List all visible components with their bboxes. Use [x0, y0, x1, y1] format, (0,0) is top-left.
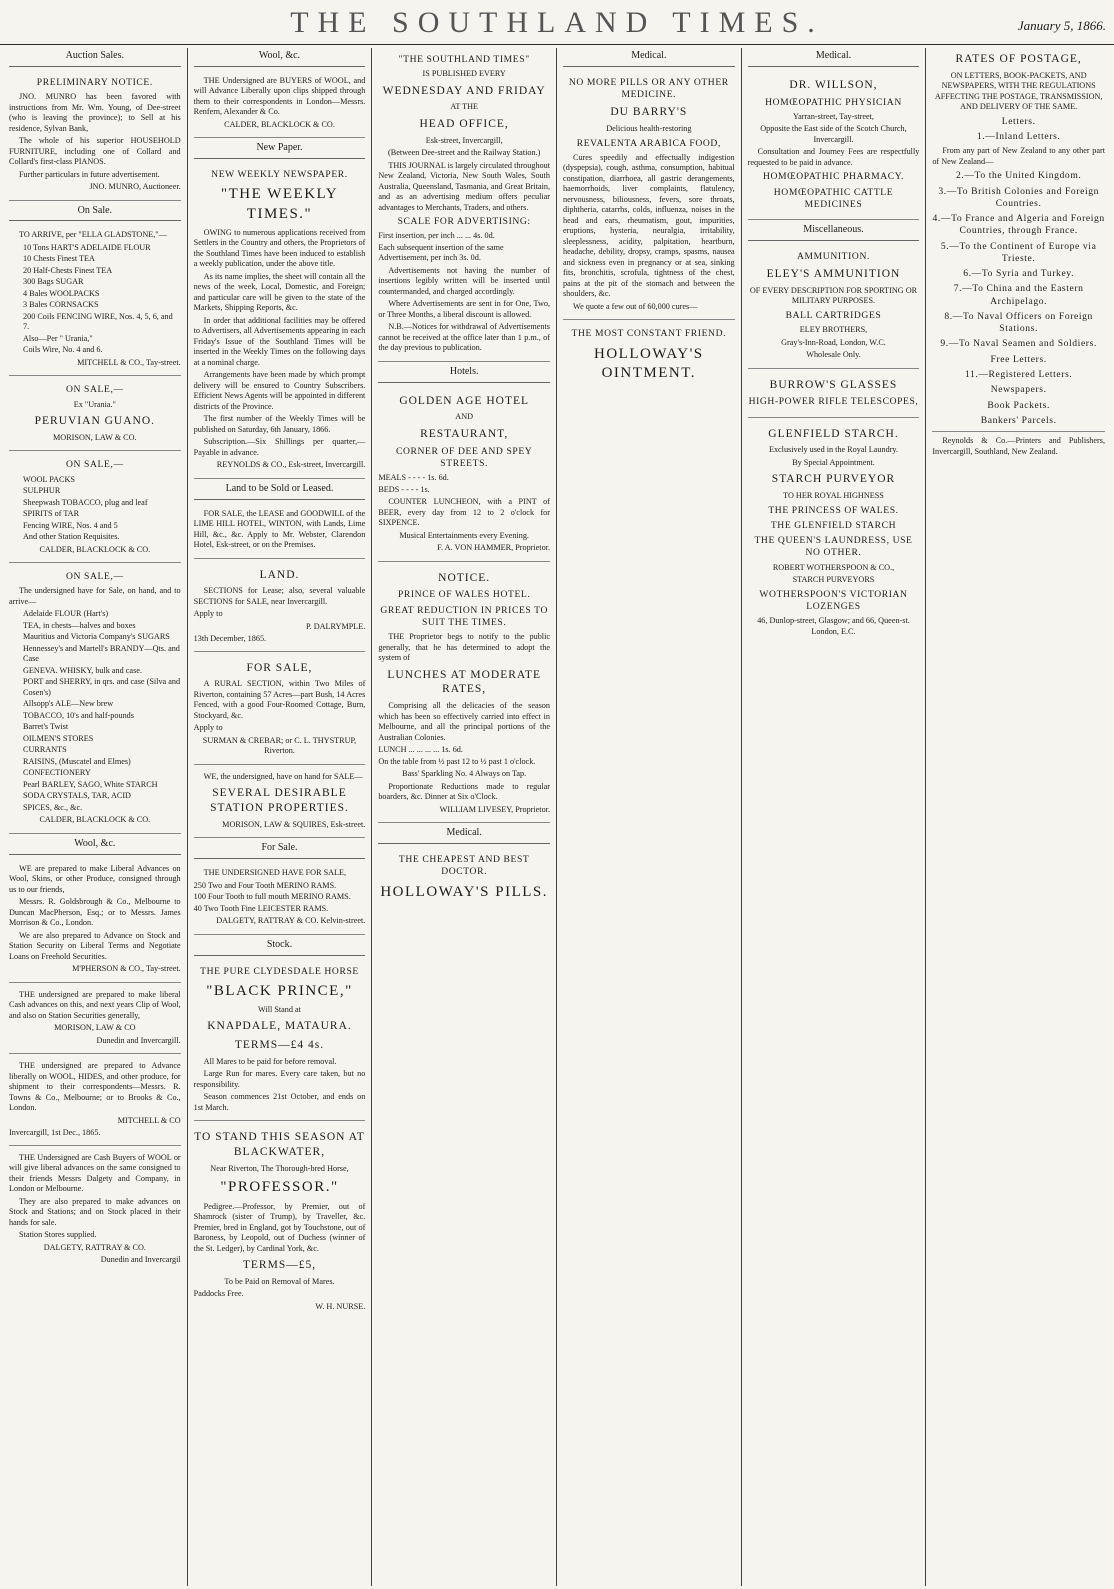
ad-text: Apply to — [193, 723, 223, 733]
advertisement — [194, 163, 366, 479]
ad-item: SULPHUR — [23, 486, 61, 496]
ad-signature: WILLIAM LIVESEY, Proprietor. — [439, 804, 550, 814]
ad-heading: WOTHERSPOON'S VICTORIAN LOZENGES — [759, 588, 908, 612]
advertisement — [378, 564, 550, 823]
ad-item: CURRANTS — [23, 745, 67, 755]
ad-text: THE undersigned are prepared to make liberal Cash advances on this, and next years Clip of Wool, and also on Station Securities generally, — [9, 989, 181, 1020]
ad-text: To be Paid on Removal of Mares. — [224, 1276, 335, 1286]
ad-text: OWING to numerous applications received from Settlers in the Country and others, the Proprietors of the Southland Times have been induced to establish a weekly publication, under the above title. — [193, 227, 366, 269]
section-heading: For Sale. — [194, 840, 366, 859]
ad-text: Ex "Urania." — [73, 399, 116, 409]
advertisement — [194, 561, 366, 652]
section-heading: On Sale. — [9, 203, 181, 222]
advertisement — [9, 859, 181, 983]
ad-text: Exclusively used in the Royal Laundry. — [768, 445, 899, 455]
ad-item: TOBACCO, 10's and half-pounds — [23, 710, 134, 720]
ad-item: 100 Four Tooth to full mouth MERINO RAMS. — [193, 892, 351, 902]
advertisement — [9, 453, 181, 563]
ad-heading: THE MOST CONSTANT FRIEND. — [571, 328, 727, 340]
ad-text: Consultation and Journey Fees are respectfully requested to be paid in advance. — [747, 147, 920, 167]
ad-heading: NO MORE PILLS OR ANY OTHER MEDICINE. — [568, 76, 729, 101]
ad-heading: ON SALE,— — [66, 459, 124, 471]
ad-text: IS PUBLISHED EVERY — [422, 69, 506, 79]
ad-text: Station Stores supplied. — [19, 1230, 97, 1240]
postage-heading: 6.—To Syria and Turkey. — [963, 268, 1075, 280]
advertisement — [194, 863, 366, 935]
ad-item: MEALS - - - - 1s. 6d. — [378, 473, 449, 483]
ad-item: 40 Two Tooth Fine LEICESTER RAMS. — [193, 903, 329, 913]
ad-text: Cures speedily and effectually indigestion (dyspepsia), cough, asthma, consumption, habitual constipation, diarrhoea, all gastric derangements, haemorrhoids, liver complaints, flatulency, nervousness, biliousness, fevers, sore throats, diphtheria, catarrhs, colds, influenza, noises in the head and ears, rheumatism, gout, impurities, eruptions, hysteria, neuralgia, irritability, sleeplessness, acidity, palpitation, heartburn, headache, debility, dropsy, cramps, spasms, nausea and sickness even in pregnancy or at sea, sinking fits, bronchitis, scrofula, tightness of the chest, pains at the pit of the stomach and between the shoulders, &c. — [563, 152, 735, 299]
ad-item: 4 Bales WOOLPACKS — [23, 288, 100, 298]
ad-signature: MITCHELL & CO., Tay-street. — [77, 357, 181, 367]
column-2 — [188, 48, 373, 1586]
postage-heading: Book Packets. — [987, 399, 1051, 411]
ad-item: Coils Wire, No. 4 and 6. — [23, 345, 103, 355]
ad-address: 46, Dunlop-street, Glasgow; and 66, Queen-st. London, E.C. — [757, 616, 910, 636]
postage-heading: 4.—To France and Algeria and Foreign Countries, through France. — [932, 213, 1105, 237]
section-heading: Wool, &c. — [194, 48, 366, 67]
ad-text: Delicious health-restoring — [606, 124, 692, 134]
postage-heading: Newspapers. — [990, 384, 1047, 396]
ad-title: "BLACK PRINCE," — [206, 982, 353, 999]
postage-heading: Bankers' Parcels. — [980, 414, 1057, 426]
ad-item: 10 Chests Finest TEA — [23, 254, 95, 264]
ad-heading: HOMŒOPATHIC CATTLE MEDICINES — [773, 186, 894, 210]
ad-heading: GREAT REDUCTION IN PRICES TO SUIT THE TIMES. — [380, 604, 548, 628]
ad-text: Arrangements have been made by which prompt delivery will be ensured to Country Subscribers. Efficient News Agents will be appointed in different districts of the Province. — [193, 370, 366, 411]
ad-item: 20 Half-Chests Finest TEA — [23, 265, 113, 275]
ad-text: SECTIONS for Lease; also, several valuable SECTIONS for SALE, near Invercargill. — [193, 586, 366, 606]
section-heading: Wool, &c. — [9, 836, 181, 855]
ad-heading: THE PURE CLYDESDALE HORSE — [200, 965, 359, 977]
ad-signature: JNO. MUNRO, Auctioneer. — [89, 182, 181, 192]
ad-item: Also—Per " Urania," — [23, 333, 93, 343]
ad-text: Musical Entertainments every Evening. — [399, 530, 529, 540]
ad-item: Adelaide FLOUR (Hart's) — [23, 609, 109, 619]
ad-heading: "THE SOUTHLAND TIMES" — [398, 54, 530, 65]
advertisement — [9, 1056, 181, 1146]
ad-title: RESTAURANT, — [420, 427, 509, 440]
advertisement — [9, 378, 181, 451]
postage-heading: 5.—To the Continent of Europe via Trieste. — [940, 240, 1097, 264]
ad-text: WE, the undersigned, have on hand for SALE— — [203, 771, 363, 781]
column-5 — [742, 48, 927, 1586]
ad-date: Invercargill, 1st Dec., 1865. — [9, 1128, 101, 1138]
ad-title: SEVERAL DESIRABLE STATION PROPERTIES. — [210, 787, 349, 815]
section-heading: Stock. — [194, 937, 366, 956]
advertisement — [9, 565, 181, 834]
divider — [932, 431, 1105, 432]
ad-text: WE are prepared to make Liberal Advances on Wool, Skins, or other Produce, consigned through us to our friends, — [9, 863, 181, 894]
postage-heading: 1.—Inland Letters. — [976, 130, 1061, 142]
ad-text: As its name implies, the sheet will contain all the news of the week, Local, Domestic, and Foreign; and particular care will be given to the state of the Markets, Shipping Reports, &c. — [193, 271, 366, 313]
ad-signature: CALDER, BLACKLOCK & CO. — [224, 119, 335, 129]
ad-heading: THE CHEAPEST AND BEST DOCTOR. — [398, 853, 530, 878]
ad-text: In order that additional facilities may be offered to Advertisers, all Advertisements appearing in each Friday's Issue of the Southland Times will be inserted in the Weekly Times on the following days at a nominal charge. — [193, 315, 366, 367]
advertisement — [563, 322, 735, 392]
ad-text: Pedigree.—Professor, by Premier, out of Shamrock (sister of Trump), by Traveller, &c. Premier, bred in England, got by Touchstone, out of Baroness, by Leopold, out of Duchess (winner of the St. Ledger), by Cardinal York, &c. — [193, 1201, 366, 1253]
ad-title: HEAD OFFICE, — [419, 117, 509, 130]
ad-item: SPIRITS of TAR — [23, 509, 80, 519]
ad-signature: STARCH PURVEYORS — [792, 575, 875, 585]
ad-item: Barret's Twist — [23, 722, 69, 732]
advertisement — [194, 767, 366, 838]
ad-item: And other Station Requisites. — [23, 532, 120, 542]
page-columns — [3, 48, 1111, 1586]
ad-heading: ON SALE,— — [66, 571, 124, 583]
ad-signature: DALGETY, RATTRAY & CO. — [43, 1242, 146, 1252]
ad-text: By Special Appointment. — [792, 457, 875, 467]
ad-text: THE undersigned are prepared to Advance liberally on WOOL, HIDES, and other produce, for shipment to their correspondents—Messrs. R. Towns & Co., Melbourne; or to Brooks & Co., London. — [9, 1061, 181, 1113]
section-heading: Land to be Sold or Leased. — [194, 481, 366, 500]
ad-signature: MITCHELL & CO — [117, 1115, 181, 1125]
ad-signature: Dunedin and Invercargil — [100, 1255, 181, 1265]
column-4 — [557, 48, 742, 1586]
ad-signature: DALGETY, RATTRAY & CO. Kelvin-street. — [216, 916, 366, 926]
ad-heading: REVALENTA ARABICA FOOD, — [576, 137, 721, 149]
advertisement — [748, 371, 920, 418]
ad-title: "PROFESSOR." — [220, 1179, 339, 1196]
advertisement — [9, 71, 181, 201]
ad-item: 3 Bales CORNSACKS — [23, 300, 99, 310]
advertisement — [194, 1123, 366, 1319]
ad-heading: HIGH-POWER RIFLE TELESCOPES, — [748, 396, 919, 408]
postage-heading: 3.—To British Colonies and Foreign Countries. — [938, 185, 1100, 209]
section-heading: New Paper. — [194, 140, 366, 159]
advertisement — [748, 245, 920, 369]
ad-text: Season commences 21st October, and ends on 1st March. — [193, 1092, 366, 1112]
ad-title: TO STAND THIS SEASON AT BLACKWATER, — [194, 1131, 365, 1159]
ad-signature: P. DALRYMPLE. — [305, 621, 366, 631]
ad-text: Will Stand at — [258, 1004, 301, 1014]
ad-heading: PRELIMINARY NOTICE. — [36, 76, 153, 88]
ad-signature: ROBERT WOTHERSPOON & CO., — [772, 562, 895, 572]
section-heading: Medical. — [378, 825, 550, 844]
masthead — [0, 0, 1114, 45]
ad-signature: M'PHERSON & CO., Tay-street. — [72, 964, 181, 974]
column-6 — [926, 48, 1111, 1586]
section-heading: Miscellaneous. — [748, 222, 920, 241]
ad-heading: HOMŒOPATHIC PHARMACY. — [762, 171, 905, 183]
ad-text: TO ARRIVE, per "ELLA GLADSTONE,"— — [19, 230, 167, 240]
ad-text: Yarran-street, Tay-street, — [793, 111, 874, 121]
ad-item: CONFECTIONERY — [23, 768, 91, 778]
advertisement — [9, 225, 181, 376]
ad-signature: SURMAN & CREBAR; or C. L. THYSTRUP, Riverton. — [202, 735, 357, 756]
ad-title: STARCH PURVEYOR — [771, 473, 896, 486]
ad-item: 10 Tons HART'S ADELAIDE FLOUR — [23, 242, 151, 252]
section-heading: Medical. — [748, 48, 920, 67]
ad-item: RAISINS, (Muscatel and Elmes) — [23, 756, 131, 766]
ad-heading: ON SALE,— — [66, 384, 124, 396]
ad-heading: AMMUNITION. — [797, 250, 870, 262]
ad-heading: THE GLENFIELD STARCH — [770, 519, 897, 531]
ad-text: Bass' Sparkling No. 4 Always on Tap. — [402, 769, 527, 779]
postage-heading: 8.—To Naval Officers on Foreign Stations. — [944, 310, 1093, 335]
ad-heading: PRINCE OF WALES HOTEL. — [397, 589, 531, 601]
ad-item: Mauritius and Victoria Company's SUGARS — [23, 632, 170, 642]
advertisement — [748, 420, 920, 645]
ad-text: Advertisements not having the number of insertions legibly written will be inserted until countermanded, and charged accordingly. — [378, 265, 550, 296]
postage-heading: 2.—To the United Kingdom. — [955, 170, 1082, 182]
ad-title: GOLDEN AGE HOTEL — [399, 394, 530, 407]
ad-heading: HOMŒOPATHIC PHYSICIAN — [765, 96, 902, 108]
ad-text: We are also prepared to Advance on Stock and Station Security on Liberal Terms and Negotiate Loans on Freehold Securities. — [9, 930, 181, 961]
ad-item: GENEVA. WHISKY, bulk and case. — [23, 665, 142, 675]
ad-text: AND — [455, 412, 474, 422]
ad-text: Messrs. R. Goldsbrough & Co., Melbourne to Duncan MacPherson, Esq.; or to Messrs. James Morrison & Co., London. — [9, 897, 181, 928]
ad-item: PORT and SHERRY, in qrs. and case (Silva and Cosen's) — [23, 677, 181, 697]
ad-text: FOR SALE, the LEASE and GOODWILL of the LIME HILL HOTEL, WINTON, with Lands, Lime Hill, &c., &c. Apply to Mr. Webster, Clarendon Hotel, Esk-street, or on the Premises. — [193, 508, 366, 550]
ad-title: BURROW'S GLASSES — [769, 378, 898, 391]
newspaper-title: THE SOUTHLAND TIMES. — [290, 6, 824, 39]
ad-signature: Dunedin and Invercargill. — [96, 1035, 181, 1045]
ad-title: NOTICE. — [438, 571, 491, 584]
postage-text: From any part of New Zealand to any other part of New Zealand— — [932, 146, 1105, 166]
postage-heading: 7.—To China and the Eastern Archipelago. — [953, 283, 1084, 307]
ad-title: TERMS—£5, — [242, 1259, 317, 1272]
postage-heading: Letters. — [1001, 115, 1036, 127]
column-3 — [372, 48, 557, 1586]
ad-text: Opposite the East side of the Scotch Church, Invercargill. — [760, 124, 907, 144]
ad-title: PERUVIAN GUANO. — [34, 415, 156, 428]
ad-heading: THE PRINCESS OF WALES. — [768, 504, 899, 516]
ad-signature: MORISON, LAW & CO — [54, 1023, 136, 1033]
ad-item: 250 Two and Four Tooth MERINO RAMS. — [193, 880, 337, 890]
ad-title: LUNCHES AT MODERATE RATES, — [387, 668, 541, 696]
ad-heading: BALL CARTRIDGES — [785, 309, 882, 321]
ad-text: THE Undersigned are Cash Buyers of WOOL or will give liberal advances on the same consigned to their friends Messrs Dalgety and Company, in London or Melbourne. — [9, 1152, 181, 1194]
ad-text: (Between Dee-street and the Railway Station.) — [388, 148, 541, 158]
ad-text: THE Undersigned are BUYERS of WOOL, and will Advance Liberally upon clips shipped through them to their correspondents in London—Messrs. Renfern, Alexander & Co. — [193, 75, 366, 117]
ad-heading: CORNER OF DEE AND SPEY STREETS. — [395, 445, 533, 469]
ad-text: Proportionate Reductions made to regular boarders, &c. Dinner at Six o'Clock. — [378, 781, 550, 802]
ad-text: THIS JOURNAL is largely circulated throughout New Zealand, Victoria, New South Wales, South Australia, Queensland, Tasmania, and Great Britain, and as an advertising medium offers peculiar advantages to Merchants, Traders, and others. — [378, 160, 551, 212]
advertisement — [378, 48, 550, 362]
ad-text: OF EVERY DESCRIPTION FOR SPORTING OR MILITARY PURPOSES. — [749, 285, 918, 306]
advertisement — [9, 985, 181, 1055]
ad-text: N.B.—Notices for withdrawal of Advertisements cannot be received at the office later than 1 p.m., of the day previous to publication. — [378, 322, 550, 353]
advertisement — [378, 848, 550, 911]
ad-text: COUNTER LUNCHEON, with a PINT of BEER, every day from 12 to 2 o'clock for SIXPENCE. — [378, 497, 550, 528]
ad-text: Comprising all the delicacies of the season which has been so effectively carried into effect in Melbourne, and all the principal portions of the Australian Colonies. — [378, 701, 550, 742]
ad-title: WEDNESDAY AND FRIDAY — [382, 84, 546, 97]
ad-signature: CALDER, BLACKLOCK & CO. — [39, 544, 151, 554]
ad-text: The first number of the Weekly Times will be published on Saturday, 6th January, 1866. — [193, 414, 366, 434]
ad-text: LUNCH ... ... ... ... 1s. 6d. — [378, 745, 463, 755]
ad-item: 200 Coils FENCING WIRE, Nos. 4, 5, 6, and 7. — [23, 311, 173, 332]
ad-item: SPICES, &c., &c. — [23, 802, 83, 812]
column-1 — [3, 48, 188, 1586]
ad-text: A RURAL SECTION, within Two Miles of Riverton, containing 57 Acres—part Bush, 14 Acres Fenced, with a good Four-Roomed Cottage, Burn, Stockyard, &c. — [193, 679, 366, 720]
ad-text: The whole of his superior HOUSEHOLD FURNITURE, including one of Collard and Collard's first-class PIANOS. — [9, 136, 181, 167]
postage-heading: 9.—To Naval Seamen and Soldiers. — [940, 338, 1097, 350]
ad-title: TERMS—£4 4s. — [234, 1039, 325, 1052]
ad-text: They are also prepared to make advances on Stock and Stations; and on Stock placed in their hands for sale. — [9, 1196, 181, 1227]
ad-item: BEDS - - - - 1s. — [378, 484, 430, 494]
advertisement — [194, 960, 366, 1122]
ad-signature: REYNOLDS & CO., Esk-street, Invercargill. — [216, 460, 366, 470]
ad-text: We quote a few out of 60,000 cures— — [573, 301, 698, 311]
ad-item: 300 Bags SUGAR — [23, 277, 84, 287]
ad-text: Each subsequent insertion of the same Advertisement, per inch 3s. 0d. — [378, 242, 504, 263]
ad-title: HOLLOWAY'S OINTMENT. — [594, 345, 704, 381]
ad-text: Near Riverton, The Thorough-bred Horse, — [210, 1163, 349, 1173]
issue-date: January 5, 1866. — [1017, 18, 1106, 33]
ad-signature: CALDER, BLACKLOCK & CO. — [39, 815, 151, 825]
section-heading: Auction Sales. — [9, 48, 181, 67]
ad-signature: MORISON, LAW & CO. — [53, 432, 137, 442]
ad-item: Hennessey's and Martell's BRANDY—Qts. and Case — [23, 643, 180, 664]
ad-item: WOOL PACKS — [23, 474, 75, 484]
postage-heading: Free Letters. — [990, 353, 1047, 365]
advertisement — [194, 654, 366, 765]
ad-item: OILMEN'S STORES — [23, 733, 94, 743]
postage-title: RATES OF POSTAGE, — [955, 53, 1082, 65]
section-heading: Hotels. — [378, 364, 550, 383]
ad-title: "THE WEEKLY TIMES." — [220, 186, 339, 222]
ad-item: Fencing WIRE, Nos. 4 and 5 — [23, 520, 118, 530]
ad-heading: THE QUEEN'S LAUNDRESS, USE NO OTHER. — [754, 535, 913, 559]
ad-text: Apply to — [193, 609, 223, 619]
ad-text: JNO. MUNRO has been favored with instructions from Mr. Wm. Young, of Dee-street (who is leaving the province); to Sell at his residence, Sylvan Bank, — [9, 92, 181, 133]
ad-text: On the table from ½ past 12 to ½ past 1 o'clock. — [378, 756, 536, 766]
ad-date: 13th December, 1865. — [193, 634, 267, 644]
ad-title: KNAPDALE, MATAURA. — [207, 1020, 352, 1033]
ad-title: GLENFIELD STARCH. — [768, 427, 899, 440]
advertisement — [9, 1148, 181, 1273]
ad-text: AT THE — [450, 102, 478, 112]
ad-title: ELEY'S AMMUNITION — [766, 268, 901, 281]
ad-title: DU BARRY'S — [610, 106, 688, 119]
ad-signature: F. A. VON HAMMER, Proprietor. — [437, 543, 550, 553]
printer-imprint: Reynolds & Co.—Printers and Publishers, Invercargill, Southland, New Zealand. — [932, 436, 1105, 456]
ad-text: Subscription.—Six Shillings per quarter,—Payable in advance. — [193, 437, 366, 457]
ad-text: First insertion, per inch ... ... 4s. 0d. — [378, 231, 495, 241]
ad-item: TEA, in chests—halves and boxes — [23, 620, 136, 630]
ad-item: Sheepwash TOBACCO, plug and leaf — [23, 497, 148, 507]
advertisement — [194, 71, 366, 139]
ad-title: DR. WILLSON, — [789, 78, 878, 91]
ad-text: TO HER ROYAL HIGHNESS — [783, 491, 884, 501]
section-heading: Medical. — [563, 48, 735, 67]
ad-text: Further particulars in future advertisement. — [19, 169, 160, 179]
ad-title: HOLLOWAY'S PILLS. — [380, 883, 548, 900]
advertisement — [378, 387, 550, 562]
postage-heading: 11.—Registered Letters. — [964, 368, 1073, 380]
ad-title: LAND. — [259, 568, 300, 581]
ad-signature: MORISON, LAW & SQUIRES, Esk-street. — [222, 819, 366, 829]
ad-text: Large Run for mares. Every care taken, but no responsibility. — [193, 1069, 366, 1089]
ad-text: The undersigned have for Sale, on hand, and to arrive— — [9, 586, 181, 606]
ad-heading: SCALE FOR ADVERTISING: — [397, 216, 531, 228]
advertisement — [563, 71, 735, 321]
ad-text: THE UNDERSIGNED HAVE FOR SALE, — [203, 868, 347, 878]
ad-text: All Mares to be paid for before removal. — [203, 1056, 337, 1066]
ad-item: SODA CRYSTALS, TAR, ACID — [23, 791, 131, 801]
postage-subtitle: ON LETTERS, BOOK-PACKETS, AND NEWSPAPERS, WITH THE REGULATIONS AFFECTING THE POSTAGE, TRANSMISSION, AND DELIVERY OF THE SAME. — [934, 70, 1103, 112]
ad-text: Paddocks Free. — [193, 1289, 244, 1299]
ad-text: THE Proprietor begs to notify to the public generally, that he has determined to adopt the system of — [378, 632, 550, 663]
ad-title: FOR SALE, — [246, 661, 313, 674]
ad-text: Where Advertisements are sent in for One, Two, or Three Months, a liberal discount is allowed. — [378, 299, 550, 319]
ad-item: Pearl BARLEY, SAGO, White STARCH — [23, 779, 158, 789]
ad-item: Allsopp's ALE—New brew — [23, 699, 114, 709]
ad-text: Esk-street, Invercargill, — [425, 135, 503, 145]
ad-signature: Gray's-Inn-Road, London, W.C. — [781, 337, 886, 347]
ad-heading: NEW WEEKLY NEWSPAPER. — [211, 169, 348, 181]
ad-signature: Wholesale Only. — [806, 350, 861, 360]
ad-signature: ELEY BROTHERS, — [799, 325, 868, 335]
advertisement — [194, 504, 366, 559]
advertisement — [748, 71, 920, 220]
ad-signature: W. H. NURSE. — [315, 1301, 366, 1311]
